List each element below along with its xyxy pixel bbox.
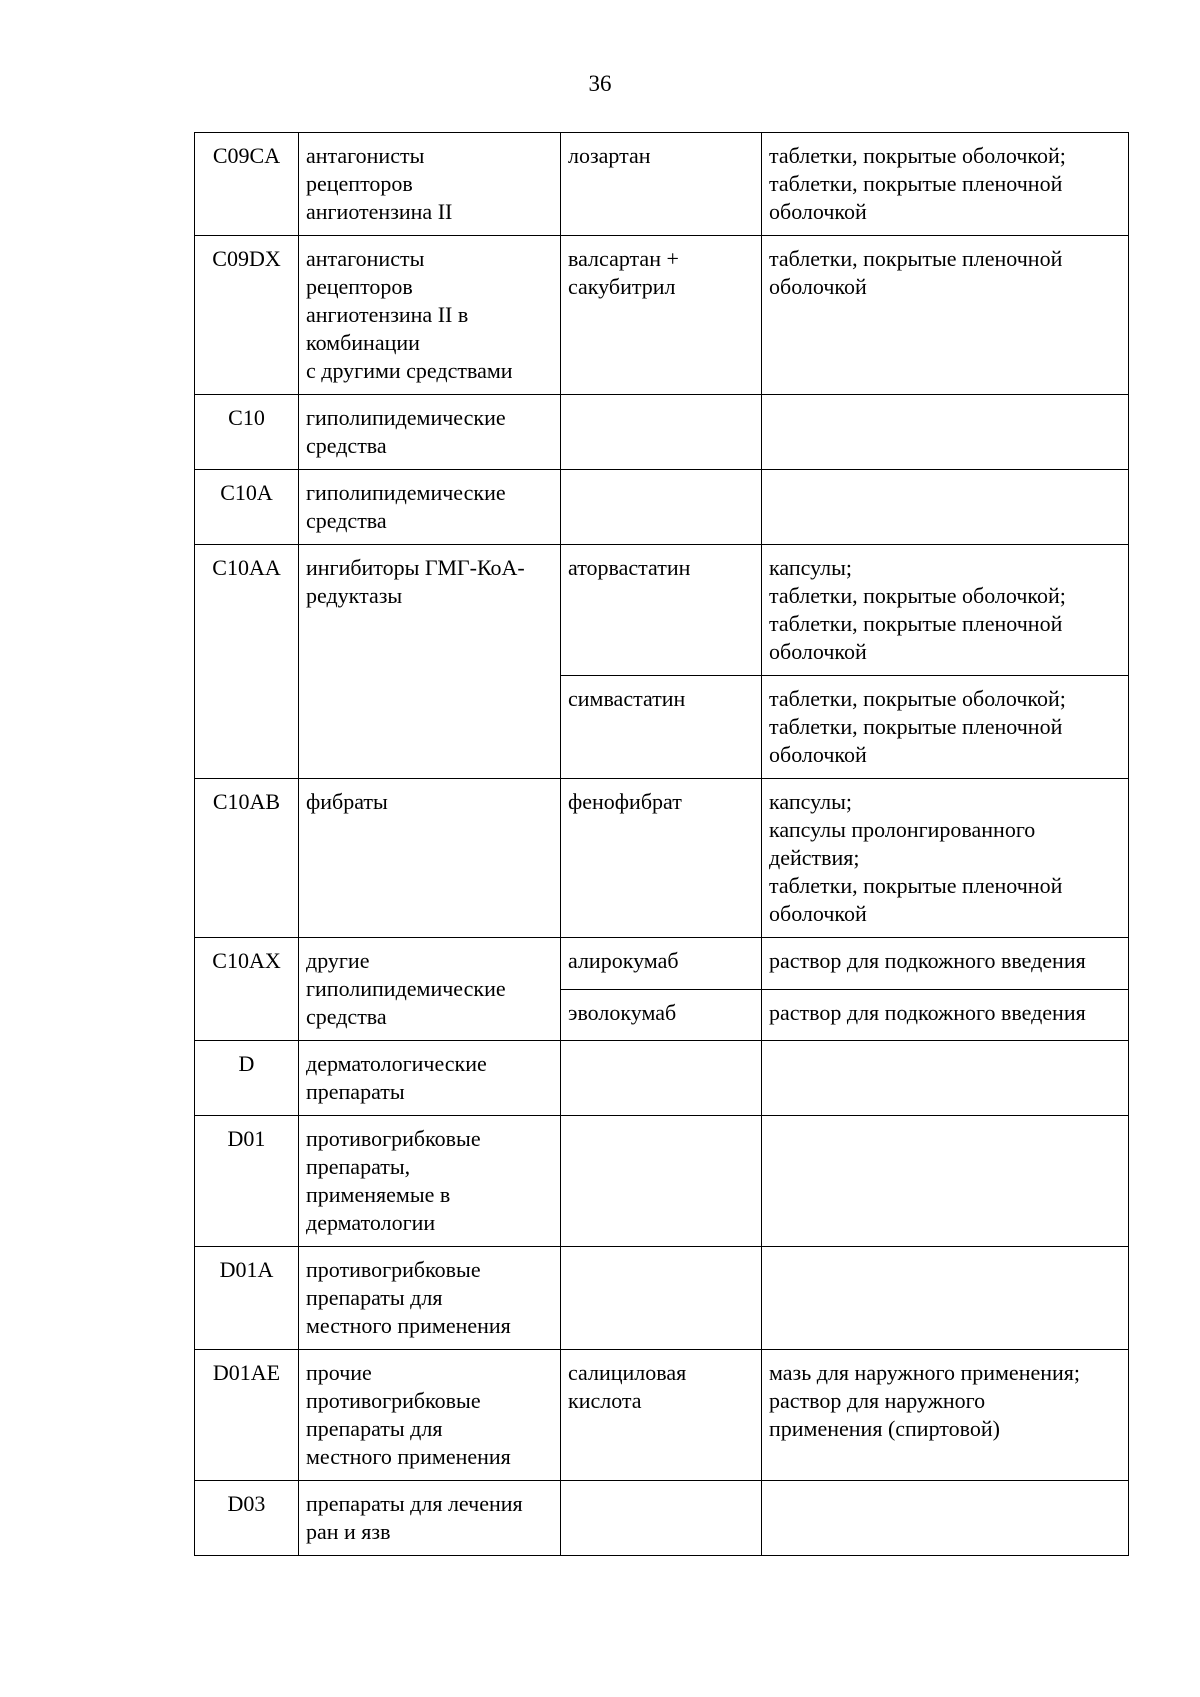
table-row [195,236,1129,395]
dosage-form-cell [762,1350,1129,1481]
dosage-form-cell [762,470,1129,545]
drug-name-cell [561,236,762,395]
drug-name-cell [561,1247,762,1350]
dosage-form-cell [762,1041,1129,1116]
cell-text-line: препараты, [306,1154,411,1179]
table-row [195,133,1129,236]
group-name-cell [299,236,561,395]
cell-text-line: таблетки, покрытые оболочкой; [769,686,1066,711]
atc-code-cell: C09CA [195,133,299,236]
cell-text-line: таблетки, покрытые пленочной [769,714,1063,739]
dosage-form-cell [762,236,1129,395]
group-name-cell [299,1116,561,1247]
table-row [195,545,1129,676]
atc-code-cell: C09DX [195,236,299,395]
group-name-cell [299,1247,561,1350]
table-row [195,470,1129,545]
cell-text-line: применяемые в [306,1182,451,1207]
cell-text-line: препараты для [306,1416,443,1441]
cell-text-line: ран и язв [306,1519,391,1544]
cell-text-line: средства [306,433,387,458]
atc-code-cell: D03 [195,1481,299,1556]
atc-code-cell: C10 [195,395,299,470]
dosage-form-cell [762,395,1129,470]
cell-text-line: оболочкой [769,199,867,224]
group-name-cell [299,395,561,470]
cell-text-line: мазь для наружного применения; [769,1360,1081,1385]
cell-text-line: ингибиторы ГМГ-КоА- [306,555,525,580]
cell-text-line: препараты [306,1079,405,1104]
drug-name-cell [561,938,762,990]
dosage-form-cell [762,545,1129,676]
cell-text-line: гиполипидемические [306,405,506,430]
table-row [195,938,1129,990]
dosage-form-cell [762,676,1129,779]
drug-name-cell [561,676,762,779]
cell-text-line: валсартан + [568,246,679,271]
cell-text-line: средства [306,508,387,533]
dosage-form-cell [762,779,1129,938]
cell-text-line: прочие [306,1360,372,1385]
group-name-cell [299,1350,561,1481]
drug-name-cell [561,470,762,545]
cell-text-line: оболочкой [769,742,867,767]
drug-name-cell [561,1116,762,1247]
table-row [195,779,1129,938]
cell-text-line: местного применения [306,1313,511,1338]
dosage-form-cell [762,1247,1129,1350]
cell-text-line: гиполипидемические [306,480,506,505]
atc-code-cell: C10A [195,470,299,545]
atc-code-cell: D01AE [195,1350,299,1481]
cell-text-line: местного применения [306,1444,511,1469]
cell-text-line: оболочкой [769,274,867,299]
table-row [195,1041,1129,1116]
cell-text-line: комбинации [306,330,420,355]
group-name-cell [299,779,561,938]
cell-text-line: лозартан [568,143,651,168]
cell-text-line: фибраты [306,789,388,814]
cell-text-line: капсулы; [769,789,852,814]
cell-text-line: противогрибковые [306,1257,481,1282]
group-name-cell [299,1481,561,1556]
dosage-form-cell [762,133,1129,236]
cell-text-line: противогрибковые [306,1388,481,1413]
cell-text-line: симвастатин [568,686,686,711]
atc-code-cell: C10AX [195,938,299,1041]
cell-text-line: гиполипидемические [306,976,506,1001]
group-name-cell [299,133,561,236]
drug-name-cell [561,1041,762,1116]
cell-text-line: аторвастатин [568,555,691,580]
cell-text-line: ангиотензина II [306,199,453,224]
dosage-form-cell [762,1116,1129,1247]
table-row [195,1116,1129,1247]
cell-text-line: антагонисты [306,143,425,168]
group-name-cell [299,938,561,1041]
cell-text-line: с другими средствами [306,358,513,383]
table-row [195,395,1129,470]
cell-text-line: противогрибковые [306,1126,481,1151]
dosage-form-cell [762,1481,1129,1556]
cell-text-line: дерматологические [306,1051,487,1076]
cell-text-line: оболочкой [769,639,867,664]
table-body [195,133,1129,1556]
drug-name-cell [561,545,762,676]
cell-text-line: раствор для наружного [769,1388,986,1413]
cell-text-line: препараты для лечения [306,1491,523,1516]
cell-text-line: таблетки, покрытые пленочной [769,873,1063,898]
drug-name-cell [561,395,762,470]
cell-text-line: капсулы пролонгированного [769,817,1036,842]
drug-name-cell [561,989,762,1041]
cell-text-line: раствор для подкожного введения [769,948,1086,973]
group-name-cell [299,470,561,545]
atc-code-cell: D01A [195,1247,299,1350]
cell-text-line: салициловая [568,1360,687,1385]
table-row [195,1247,1129,1350]
cell-text-line: таблетки, покрытые пленочной [769,246,1063,271]
cell-text-line: капсулы; [769,555,852,580]
atc-code-cell: C10AB [195,779,299,938]
cell-text-line: фенофибрат [568,789,682,814]
medication-classification-table [194,132,1129,1556]
table-row [195,1481,1129,1556]
cell-text-line: редуктазы [306,583,403,608]
cell-text-line: таблетки, покрытые оболочкой; [769,143,1066,168]
cell-text-line: таблетки, покрытые оболочкой; [769,583,1066,608]
cell-text-line: кислота [568,1388,642,1413]
cell-text-line: средства [306,1004,387,1029]
cell-text-line: применения (спиртовой) [769,1416,1000,1441]
drug-name-cell [561,1481,762,1556]
cell-text-line: дерматологии [306,1210,436,1235]
table-row [195,1350,1129,1481]
atc-code-cell: D [195,1041,299,1116]
atc-code-cell: C10AA [195,545,299,779]
group-name-cell [299,545,561,779]
drug-name-cell [561,1350,762,1481]
group-name-cell [299,1041,561,1116]
cell-text-line: оболочкой [769,901,867,926]
atc-code-cell: D01 [195,1116,299,1247]
drug-name-cell [561,133,762,236]
cell-text-line: таблетки, покрытые пленочной [769,171,1063,196]
cell-text-line: сакубитрил [568,274,676,299]
cell-text-line: эволокумаб [568,999,677,1025]
cell-text-line: препараты для [306,1285,443,1310]
cell-text-line: рецепторов [306,274,413,299]
cell-text-line: ангиотензина II в [306,302,469,327]
drug-name-cell [561,779,762,938]
page-number: 36 [588,71,612,96]
cell-text-line: алирокумаб [568,948,679,973]
cell-text-line: действия; [769,845,860,870]
cell-text-line: таблетки, покрытые пленочной [769,611,1063,636]
dosage-form-cell [762,989,1129,1041]
cell-text-line: другие [306,948,370,973]
cell-text-line: рецепторов [306,171,413,196]
cell-text-line: раствор для подкожного введения [769,999,1086,1025]
dosage-form-cell [762,938,1129,990]
cell-text-line: антагонисты [306,246,425,271]
